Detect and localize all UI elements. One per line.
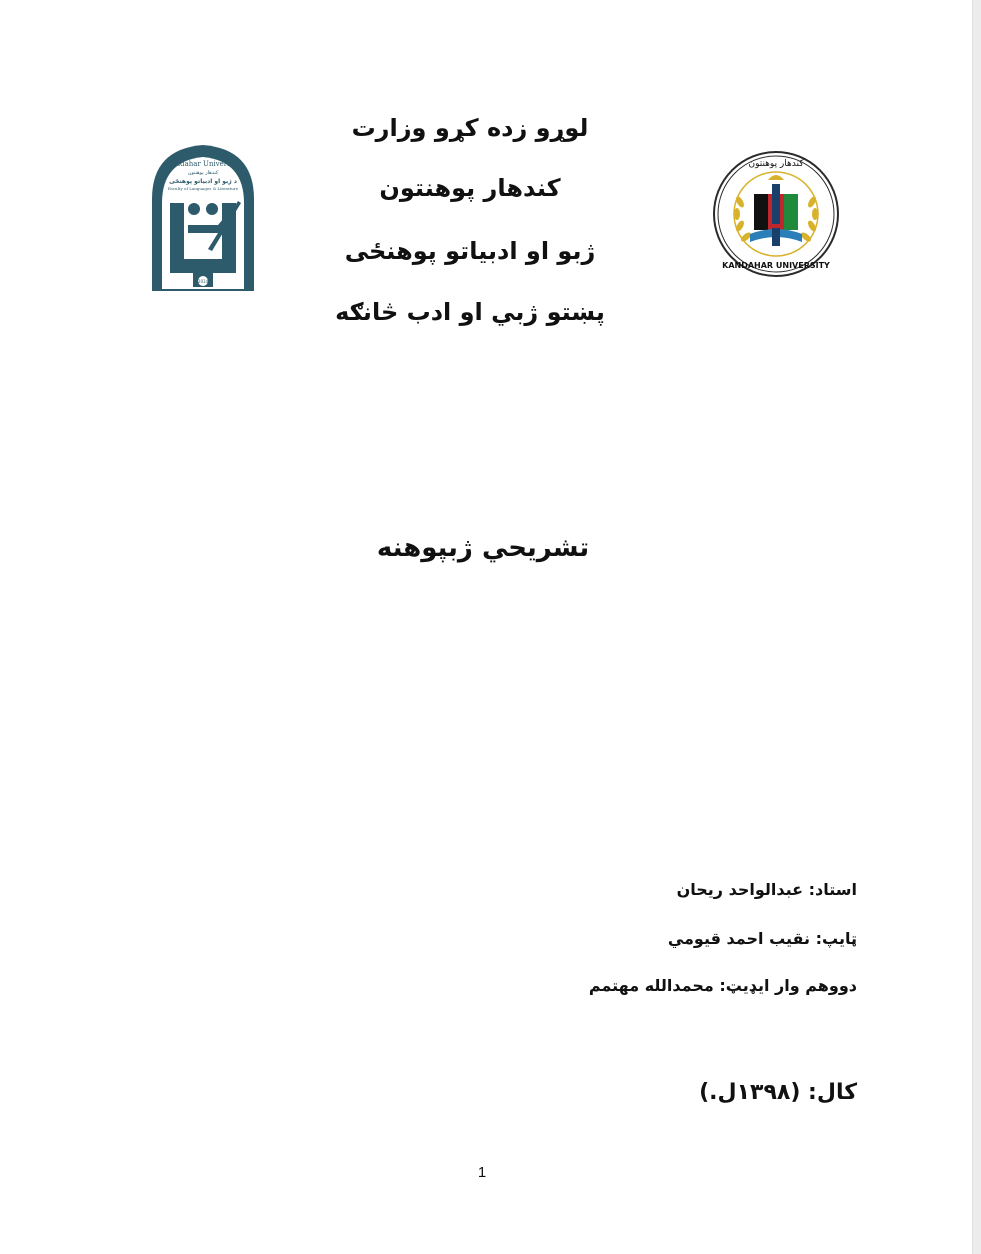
department-heading: پښتو ژبي او ادب څانګه: [335, 298, 605, 326]
faculty-logo-text-sub: کندهار پوهنتون: [187, 170, 219, 176]
faculty-heading: ژبو او ادبیاتو پوهنځی: [344, 237, 596, 265]
editor-credit: دووهم وار ايډيټ: محمدالله مهتمم: [588, 976, 857, 995]
typist-credit: ټايپ: نقيب احمد قيومي: [667, 929, 857, 948]
faculty-logo-text-top: Kandahar University: [166, 160, 240, 168]
faculty-logo-text-ps: د ژبو او ادبياتو پوهنځی: [169, 178, 237, 185]
page-number: 1: [477, 1164, 487, 1181]
document-title: تشریحي ژبپوهنه: [376, 533, 590, 563]
teacher-credit: استاد: عبدالواحد ريحان: [676, 880, 857, 899]
faculty-logo-year: 2014: [197, 279, 209, 284]
faculty-logo-icon: [146, 141, 260, 295]
faculty-logo-text-en: Faculty of Languages & Literature: [167, 186, 239, 191]
university-heading: کندهار پوهنتون: [379, 174, 561, 202]
seal-text-ps: کندهار پوهنتون: [748, 159, 804, 169]
page-edge: [972, 0, 981, 1254]
seal-text-en: KANDAHAR UNIVERSITY: [722, 261, 830, 270]
year-label: کال: (۱۳۹۸ل.): [699, 1080, 857, 1105]
ministry-heading: لوړو زده کړو وزارت: [351, 114, 589, 142]
